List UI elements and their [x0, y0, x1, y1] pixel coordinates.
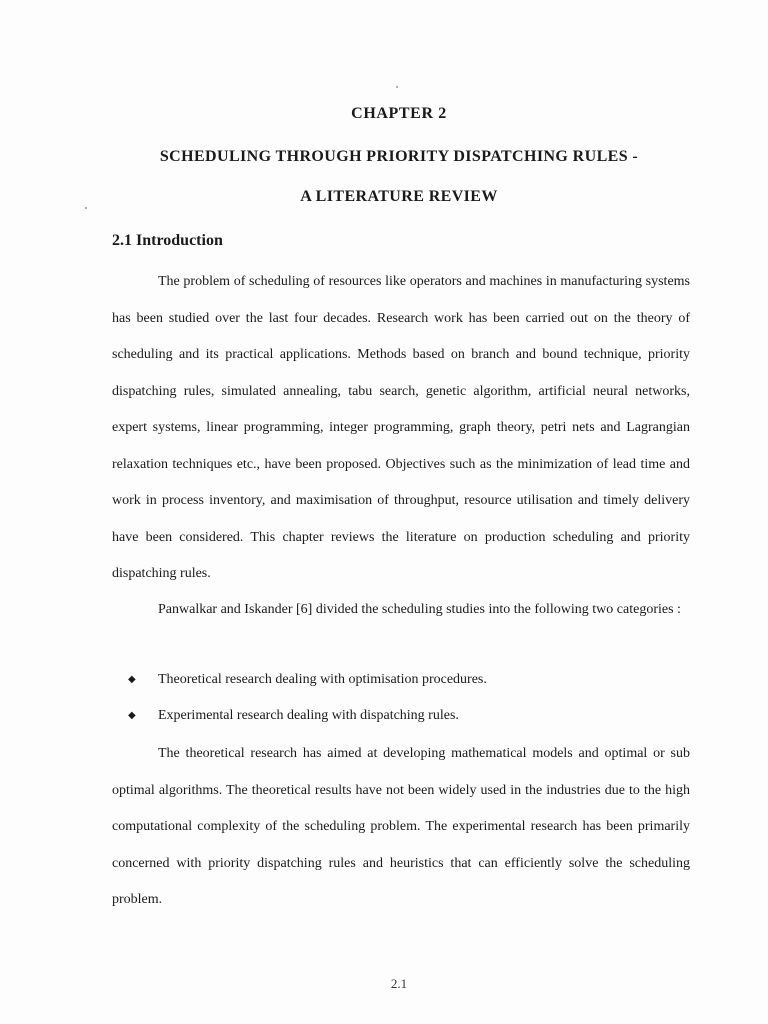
chapter-heading-line-2: A LITERATURE REVIEW: [300, 188, 498, 205]
scan-speck: [396, 86, 398, 88]
page-number: 2.1: [390, 976, 408, 991]
paragraph-introduction: The problem of scheduling of resources like operators and machines in manufacturing systems has been studied over the last four decades. Research work has been carried out on the theory of scheduling and its practical applications. Methods based on branch and bound technique, priority dispatching rules, simulated annealing, tabu search, genetic algorithm, artificial neural networks, expert systems, linear programming, integer programming, graph theory, petri nets and Lagrangian relaxation techniques etc., have been proposed. Objectives such as the minimization of lead time and work in process inventory, and maximisation of throughput, resource utilisation and timely delivery have been considered. This chapter reviews the literature on production scheduling and priority dispatching rules.: [112, 274, 690, 581]
chapter-heading-line-1: SCHEDULING THROUGH PRIORITY DISPATCHING RULES -: [159, 148, 639, 165]
bullet-list: [112, 664, 690, 736]
paragraph-theoretical-research: The theoretical research has aimed at developing mathematical models and optimal or sub optimal algorithms. The theoretical results have not been widely used in the industries due to the high computational complexity of the scheduling problem. The experimental research has been primarily concerned with priority dispatching rules and heuristics that can efficiently solve the scheduling problem.: [112, 746, 690, 907]
list-item-text: Experimental research dealing with dispatching rules.: [158, 708, 459, 723]
list-item: [112, 700, 690, 736]
list-item-text: Theoretical research dealing with optimisation procedures.: [158, 672, 487, 687]
section-heading: 2.1 Introduction: [112, 232, 223, 249]
paragraph-categories: Panwalkar and Iskander [6] divided the scheduling studies into the following two categories :: [158, 602, 681, 617]
bullet-icon: ◆: [128, 710, 136, 721]
scan-speck: [85, 207, 87, 209]
chapter-title: CHAPTER 2: [351, 105, 447, 122]
bullet-icon: ◆: [128, 674, 136, 685]
list-item: [112, 664, 690, 700]
